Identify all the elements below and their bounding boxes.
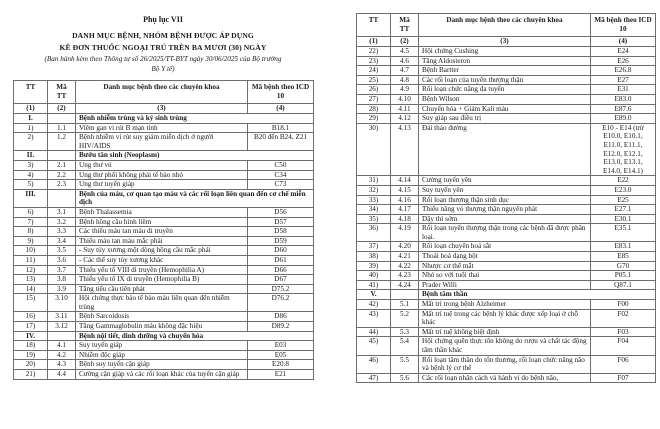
row-code: 2.3 xyxy=(48,180,76,190)
row-number: 28) xyxy=(357,104,391,114)
row-code: 4.19 xyxy=(391,224,419,242)
row-code: 3.4 xyxy=(48,236,76,246)
disease-name: Cường cận giáp và các rối loạn khác của tuyến cận giáp xyxy=(76,370,248,380)
row-code: 4.11 xyxy=(391,104,419,114)
row-code: 4.12 xyxy=(391,114,419,124)
table-body-left xyxy=(14,114,314,380)
row-code: 4.17 xyxy=(391,205,419,215)
disease-name: Ung thư vú xyxy=(76,160,248,170)
icd-code: D86 xyxy=(248,312,314,322)
row-code: 3.7 xyxy=(48,265,76,275)
document-title-line-1: DANH MỤC BỆNH, NHÓM BỆNH ĐƯỢC ÁP DỤNG xyxy=(72,31,254,40)
row-number: 30) xyxy=(357,123,391,176)
table-row xyxy=(14,370,314,380)
disease-name: Dậy thì sớm xyxy=(419,214,591,224)
icd-code: G70 xyxy=(591,261,656,271)
row-code: 5.4 xyxy=(391,337,419,355)
section-row xyxy=(14,189,314,207)
icd-code: B20 đến B24, Z21 xyxy=(248,133,314,151)
table-row xyxy=(14,236,314,246)
row-number: 29) xyxy=(357,114,391,124)
section-title: Bệnh tâm thần xyxy=(419,290,656,300)
table-row xyxy=(357,185,656,195)
row-code: 3.2 xyxy=(48,217,76,227)
row-number: 17) xyxy=(14,322,48,332)
icd-code: E27 xyxy=(591,75,656,85)
disease-name: Nhỏ so với tuổi thai xyxy=(419,271,591,281)
row-code: 4.2 xyxy=(48,350,76,360)
icd-code: D75.2 xyxy=(248,284,314,294)
table-row xyxy=(357,252,656,262)
row-code: 3.10 xyxy=(48,294,76,312)
row-code: 3.12 xyxy=(48,322,76,332)
row-code: 1.2 xyxy=(48,133,76,151)
table-row xyxy=(357,261,656,271)
disease-name: Chuyển hóa + Giảm Kali máu xyxy=(419,104,591,114)
row-code: 2.2 xyxy=(48,170,76,180)
row-number: 37) xyxy=(357,242,391,252)
row-code: 4.16 xyxy=(391,195,419,205)
row-number: 23) xyxy=(357,56,391,66)
disease-name: Mất trí tuệ không biệt định xyxy=(419,327,591,337)
table-row xyxy=(357,94,656,104)
row-code: 3.1 xyxy=(48,207,76,217)
row-code: 4.6 xyxy=(391,56,419,66)
document-title-line-2: KÊ ĐƠN THUỐC NGOẠI TRÚ TRÊN BA MƯƠI (30) NGÀY xyxy=(59,43,267,52)
disease-name: - Các thể suy tủy xương khác xyxy=(76,255,248,265)
icd-code: E20.8 xyxy=(248,360,314,370)
row-number: 4) xyxy=(14,170,48,180)
icd-code: E24 xyxy=(591,47,656,57)
row-number: 15) xyxy=(14,294,48,312)
icd-code: D76.2 xyxy=(248,294,314,312)
icd-code: E22 xyxy=(591,176,656,186)
table-row xyxy=(357,355,656,373)
row-number: 34) xyxy=(357,205,391,215)
row-number: 46) xyxy=(357,355,391,373)
icd-code: D89.2 xyxy=(248,322,314,332)
row-number: 40) xyxy=(357,271,391,281)
table-row xyxy=(357,85,656,95)
row-code: 2.1 xyxy=(48,160,76,170)
row-number: 45) xyxy=(357,337,391,355)
column-header-name: Danh mục bệnh theo các chuyên khoa xyxy=(419,14,591,37)
icd-code: E23.0 xyxy=(591,185,656,195)
icd-code: E30.1 xyxy=(591,214,656,224)
row-code: 5.1 xyxy=(391,300,419,310)
row-code: 4.5 xyxy=(391,47,419,57)
row-code: 3.5 xyxy=(48,246,76,256)
row-code: 4.20 xyxy=(391,242,419,252)
table-row xyxy=(357,195,656,205)
row-code: 4.1 xyxy=(48,341,76,351)
column-header-tt: TT xyxy=(357,14,391,37)
row-code: 3.6 xyxy=(48,255,76,265)
disease-name: Bệnh nhiễm vi rút suy giảm miễn dịch ở người HIV/AIDS xyxy=(76,133,248,151)
icd-code: E35.1 xyxy=(591,224,656,242)
icd-code: E25 xyxy=(591,195,656,205)
disease-table-right xyxy=(356,13,656,383)
table-row xyxy=(357,280,656,290)
table-row xyxy=(14,312,314,322)
disease-name: - Suy tủy xương một dòng hồng cầu mắc phải xyxy=(76,246,248,256)
icd-code: D57 xyxy=(248,217,314,227)
row-number: 21) xyxy=(14,370,48,380)
section-number: IV. xyxy=(14,331,48,341)
row-number: 24) xyxy=(357,66,391,76)
disease-name: Rối loạn chuyển hoá sắt xyxy=(419,242,591,252)
icd-code: E83.0 xyxy=(591,94,656,104)
table-row xyxy=(14,341,314,351)
disease-name: Suy tuyến yên xyxy=(419,185,591,195)
table-header-row xyxy=(14,81,314,104)
disease-name: Thoái hoá dạng bột xyxy=(419,252,591,262)
row-code: 4.18 xyxy=(391,214,419,224)
icd-code: E05 xyxy=(248,350,314,360)
section-row xyxy=(14,151,314,161)
disease-name: Bệnh Sarcoidosis xyxy=(76,312,248,322)
icd-code: F06 xyxy=(591,355,656,373)
column-number: (2) xyxy=(48,104,76,114)
icd-code: D67 xyxy=(248,275,314,285)
row-number: 1) xyxy=(14,123,48,133)
row-number: 11) xyxy=(14,255,48,265)
disease-table-left xyxy=(13,80,314,380)
table-row xyxy=(357,327,656,337)
table-row xyxy=(357,66,656,76)
disease-name: Tăng Gammaglobulin máu không đặc hiệu xyxy=(76,322,248,332)
row-code: 4.22 xyxy=(391,261,419,271)
row-number: 42) xyxy=(357,300,391,310)
row-number: 35) xyxy=(357,214,391,224)
table-row xyxy=(14,217,314,227)
disease-name: Hội chứng Cushing xyxy=(419,47,591,57)
row-number: 44) xyxy=(357,327,391,337)
disease-name: Cường tuyến yên xyxy=(419,176,591,186)
disease-name: Tăng tiểu cầu tiên phát xyxy=(76,284,248,294)
disease-name: Các rối loạn nhân cách và hành vi do bệnh não, xyxy=(419,373,591,383)
row-code: 3.3 xyxy=(48,227,76,237)
table-row xyxy=(357,104,656,114)
icd-code: B18.1 xyxy=(248,123,314,133)
row-number: 16) xyxy=(14,312,48,322)
disease-name: Bệnh Wilson xyxy=(419,94,591,104)
row-number: 13) xyxy=(14,275,48,285)
table-row xyxy=(357,373,656,383)
disease-name: Mất trí trong bệnh Alzheimer xyxy=(419,300,591,310)
table-row xyxy=(357,224,656,242)
table-row xyxy=(14,170,314,180)
table-row xyxy=(357,114,656,124)
icd-code: E31 xyxy=(591,85,656,95)
disease-name: Hội chứng quên thực tổn không do rượu và chất tác động tâm thần khác xyxy=(419,337,591,355)
row-code: 4.15 xyxy=(391,185,419,195)
disease-name: Các thiếu máu tan máu di truyền xyxy=(76,227,248,237)
section-code-empty xyxy=(48,151,76,161)
icd-code: P05.1 xyxy=(591,271,656,281)
row-number: 41) xyxy=(357,280,391,290)
icd-code: F07 xyxy=(591,373,656,383)
disease-name: Nhược cơ thể mắt xyxy=(419,261,591,271)
row-code: 1.1 xyxy=(48,123,76,133)
row-code: 4.24 xyxy=(391,280,419,290)
row-number: 19) xyxy=(14,350,48,360)
row-number: 10) xyxy=(14,246,48,256)
column-header-icd: Mã bệnh theo ICD 10 xyxy=(591,14,656,37)
table-row xyxy=(14,207,314,217)
disease-name: Mất trí tuệ trong các bệnh lý khác được xếp loại ở chỗ khác xyxy=(419,309,591,327)
document-subtitle: (Ban hành kèm theo Thông tư số 26/2025/TT-BYT ngày 30/06/2025 của Bộ trưởng Bộ Y tế) xyxy=(44,55,282,73)
section-code-empty xyxy=(391,290,419,300)
icd-code: F03 xyxy=(591,327,656,337)
appendix-title: Phụ lục VII xyxy=(143,15,183,24)
table-row xyxy=(14,246,314,256)
table-row xyxy=(14,255,314,265)
disease-name: Suy giáp sau điều trị xyxy=(419,114,591,124)
icd-code: E83.1 xyxy=(591,242,656,252)
column-header-tt: TT xyxy=(14,81,48,104)
row-number: 26) xyxy=(357,85,391,95)
disease-name: Thiếu yếu tố IX di truyền (Hemophilia B) xyxy=(76,275,248,285)
table-row xyxy=(357,300,656,310)
row-number: 7) xyxy=(14,217,48,227)
table-row xyxy=(14,360,314,370)
row-code: 4.7 xyxy=(391,66,419,76)
disease-name: Prader Willi xyxy=(419,280,591,290)
disease-name: Thiểu năng vỏ thượng thận nguyên phát xyxy=(419,205,591,215)
section-title: Bệnh của máu, cơ quan tạo máu và các rối loạn liên quan đến cơ chế miễn dịch xyxy=(76,189,314,207)
disease-name: Viêm gan vi rút B mạn tính xyxy=(76,123,248,133)
row-code: 4.8 xyxy=(391,75,419,85)
section-row xyxy=(357,290,656,300)
disease-name: Ung thư tuyến giáp xyxy=(76,180,248,190)
column-number: (1) xyxy=(357,37,391,47)
table-row xyxy=(357,205,656,215)
column-number: (4) xyxy=(248,104,314,114)
table-row xyxy=(14,160,314,170)
icd-code: Q87.1 xyxy=(591,280,656,290)
table-body-right xyxy=(357,47,656,383)
table-row xyxy=(357,47,656,57)
row-number: 18) xyxy=(14,341,48,351)
disease-name: Bệnh Bartter xyxy=(419,66,591,76)
row-number: 25) xyxy=(357,75,391,85)
section-title: Bướu tân sinh (Neoplasm) xyxy=(76,151,314,161)
row-number: 20) xyxy=(14,360,48,370)
table-row xyxy=(14,180,314,190)
icd-code: E26.8 xyxy=(591,66,656,76)
icd-code: D56 xyxy=(248,207,314,217)
row-code: 4.10 xyxy=(391,94,419,104)
icd-code: F04 xyxy=(591,337,656,355)
icd-code: D59 xyxy=(248,236,314,246)
table-row xyxy=(357,309,656,327)
table-row xyxy=(357,75,656,85)
row-number: 8) xyxy=(14,227,48,237)
row-number: 2) xyxy=(14,133,48,151)
column-number: (3) xyxy=(76,104,248,114)
row-code: 3.8 xyxy=(48,275,76,285)
row-number: 31) xyxy=(357,176,391,186)
table-row xyxy=(357,271,656,281)
row-code: 4.23 xyxy=(391,271,419,281)
disease-name: Ung thư phổi không phải tế bào nhỏ xyxy=(76,170,248,180)
icd-code: E10 - E14 (trừ E10.0, E10.1, E11.0, E11.1, E12.0, E12.1, E13.0, E13.1, E14.0, E14.1) xyxy=(591,123,656,176)
icd-code: E85 xyxy=(591,252,656,262)
table-row xyxy=(14,322,314,332)
section-title: Bệnh nội tiết, dinh dưỡng và chuyển hóa xyxy=(76,331,314,341)
table-row xyxy=(357,242,656,252)
icd-code: F02 xyxy=(591,309,656,327)
section-row xyxy=(14,331,314,341)
column-header-name: Danh mục bệnh theo các chuyên khoa xyxy=(76,81,248,104)
row-number: 12) xyxy=(14,265,48,275)
row-code: 4.3 xyxy=(48,360,76,370)
icd-code: E21 xyxy=(248,370,314,380)
column-number: (1) xyxy=(14,104,48,114)
column-number: (4) xyxy=(591,37,656,47)
column-header-ma-tt: Mã TT xyxy=(48,81,76,104)
disease-name: Rối loạn tuyến thượng thận trong các bệnh đã được phân loại. xyxy=(419,224,591,242)
table-row xyxy=(357,123,656,176)
table-row xyxy=(14,123,314,133)
table-row xyxy=(357,56,656,66)
row-number: 32) xyxy=(357,185,391,195)
column-header-ma-tt: Mã TT xyxy=(391,14,419,37)
icd-code: C34 xyxy=(248,170,314,180)
table-row xyxy=(357,176,656,186)
table-row xyxy=(14,133,314,151)
row-number: 36) xyxy=(357,224,391,242)
row-number: 9) xyxy=(14,236,48,246)
section-row xyxy=(14,114,314,124)
table-row xyxy=(357,337,656,355)
row-code: 5.6 xyxy=(391,373,419,383)
row-number: 33) xyxy=(357,195,391,205)
row-number: 5) xyxy=(14,180,48,190)
icd-code: D61 xyxy=(248,255,314,265)
section-code-empty xyxy=(48,114,76,124)
table-header-row xyxy=(357,14,656,37)
disease-name: Bệnh suy tuyến cận giáp xyxy=(76,360,248,370)
disease-name: Rối loạn chức năng đa tuyến xyxy=(419,85,591,95)
section-number: III. xyxy=(14,189,48,207)
icd-code: E27.1 xyxy=(591,205,656,215)
row-number: 27) xyxy=(357,94,391,104)
column-header-icd: Mã bệnh theo ICD 10 xyxy=(248,81,314,104)
row-code: 5.3 xyxy=(391,327,419,337)
table-row xyxy=(14,265,314,275)
disease-name: Rối loạn tâm thần do tổn thương, rối loạn chức năng não và bệnh lý cơ thể xyxy=(419,355,591,373)
icd-code: E89.0 xyxy=(591,114,656,124)
row-code: 4.14 xyxy=(391,176,419,186)
column-number: (2) xyxy=(391,37,419,47)
row-code: 4.21 xyxy=(391,252,419,262)
section-number: V. xyxy=(357,290,391,300)
disease-name: Tăng Aldosteron xyxy=(419,56,591,66)
icd-code: C50 xyxy=(248,160,314,170)
column-number-row xyxy=(14,104,314,114)
table-row xyxy=(14,294,314,312)
section-title: Bệnh nhiễm trùng và ký sinh trùng xyxy=(76,114,314,124)
column-number: (3) xyxy=(419,37,591,47)
disease-name: Nhiễm độc giáp xyxy=(76,350,248,360)
row-code: 4.9 xyxy=(391,85,419,95)
section-number: II. xyxy=(14,151,48,161)
row-number: 3) xyxy=(14,160,48,170)
table-row xyxy=(14,284,314,294)
right-page xyxy=(330,0,660,429)
row-code: 3.9 xyxy=(48,284,76,294)
row-number: 43) xyxy=(357,309,391,327)
disease-name: Đái tháo đường xyxy=(419,123,591,176)
row-number: 39) xyxy=(357,261,391,271)
row-code: 5.2 xyxy=(391,309,419,327)
icd-code: E03 xyxy=(248,341,314,351)
row-code: 4.13 xyxy=(391,123,419,176)
row-number: 22) xyxy=(357,47,391,57)
disease-name: Hội chứng thực bào tế bào máu liên quan đến nhiễm trùng xyxy=(76,294,248,312)
row-number: 47) xyxy=(357,373,391,383)
disease-name: Thiếu máu tan máu mắc phải xyxy=(76,236,248,246)
disease-name: Bệnh hồng cầu hình liềm xyxy=(76,217,248,227)
column-number-row xyxy=(357,37,656,47)
icd-code: E87.6 xyxy=(591,104,656,114)
icd-code: F00 xyxy=(591,300,656,310)
row-code: 5.5 xyxy=(391,355,419,373)
row-code: 4.4 xyxy=(48,370,76,380)
disease-name: Bệnh Thalassemia xyxy=(76,207,248,217)
icd-code: D58 xyxy=(248,227,314,237)
icd-code: D66 xyxy=(248,265,314,275)
table-row xyxy=(14,350,314,360)
disease-name: Suy tuyến giáp xyxy=(76,341,248,351)
icd-code: E26 xyxy=(591,56,656,66)
icd-code: D60 xyxy=(248,246,314,256)
section-number: I. xyxy=(14,114,48,124)
section-code-empty xyxy=(48,189,76,207)
section-code-empty xyxy=(48,331,76,341)
row-number: 38) xyxy=(357,252,391,262)
row-number: 14) xyxy=(14,284,48,294)
disease-name: Các rối loạn của tuyến thượng thận xyxy=(419,75,591,85)
row-number: 6) xyxy=(14,207,48,217)
table-row xyxy=(14,227,314,237)
disease-name: Thiếu yếu tố VIII di truyền (Hemophilia A) xyxy=(76,265,248,275)
row-code: 3.11 xyxy=(48,312,76,322)
table-row xyxy=(14,275,314,285)
table-row xyxy=(357,214,656,224)
icd-code: C73 xyxy=(248,180,314,190)
disease-name: Rối loạn thượng thận sinh dục xyxy=(419,195,591,205)
